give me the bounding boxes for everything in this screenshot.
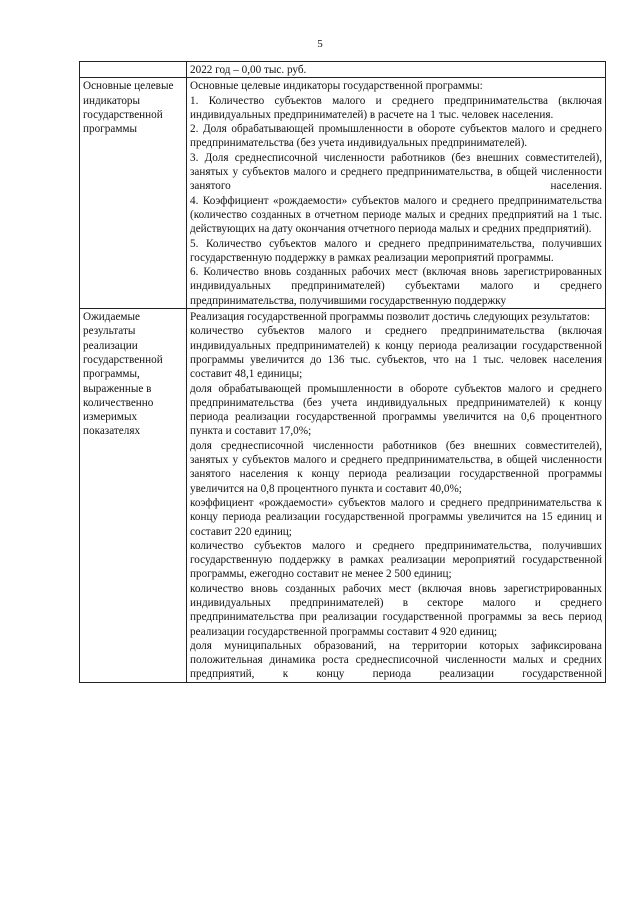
indicators-paragraph: 4. Коэффициент «рождаемости» субъектов малого и среднего предпринимательства (количество созданных в отчетном периоде малых и средних предприятий на 1 тыс. действующих на дату окончания отчетного периода малых и средних предприятий). xyxy=(190,194,602,236)
indicators-label: Основные целевые индикаторы государственной программы xyxy=(80,78,187,309)
results-paragraph: доля муниципальных образований, на территории которых зафиксирована положительная динамика роста среднесписочной численности малых и средних предприятий, к концу периода реализации государственной xyxy=(190,639,602,681)
table-row xyxy=(80,78,606,309)
results-paragraph: Реализация государственной программы позволит достичь следующих результатов: xyxy=(190,311,590,324)
results-label: Ожидаемые результаты реализации государственной программы, выраженные в количественно измеримых показателях xyxy=(80,309,187,683)
page-number: 5 xyxy=(317,38,323,50)
results-paragraph: количество вновь созданных рабочих мест (включая вновь зарегистрированных индивидуальных предпринимателей) в секторе малого и среднего предпринимательства при реализации государственной программы за весь период реализации государственной программы составит 4 920 единиц; xyxy=(190,582,602,638)
table-row xyxy=(80,309,606,683)
funding-text: 2022 год – 0,00 тыс. руб. xyxy=(190,64,307,76)
indicators-paragraph: 2. Доля обрабатывающей промышленности в обороте субъектов малого и среднего предпринимательства (без учета индивидуальных предпринимателей). xyxy=(190,123,602,150)
results-paragraph: доля среднесписочной численности работников (без внешних совместителей), занятых у субъектов малого и среднего предпринимательства, в общей численности занятого населения к концу периода реализации государственной программы увеличится на 0,8 процентного пункта и составит 40,0%; xyxy=(190,439,602,495)
table-row xyxy=(80,62,606,78)
results-paragraph: количество субъектов малого и среднего предпринимательства (включая индивидуальных предпринимателей) к концу периода реализации государственной программы увеличится до 136 тыс. субъектов, что на 1 тыс. человек населения составит 48,1 единицы; xyxy=(190,325,602,381)
indicators-paragraph: Основные целевые индикаторы государственной программы: xyxy=(190,80,483,93)
results-paragraph: доля обрабатывающей промышленности в обороте субъектов малого и среднего предпринимательства (без учета индивидуальных предпринимателей) к концу периода реализации государственной программы увеличится на 0,6 процентного пункта и составит 17,0%; xyxy=(190,382,602,438)
funding-cell xyxy=(187,62,606,78)
indicators-paragraph: 1. Количество субъектов малого и среднего предпринимательства (включая индивидуальных предпринимателей) в расчете на 1 тыс. человек населения. xyxy=(190,94,602,121)
indicators-paragraph: 3. Доля среднесписочной численности работников (без внешних совместителей), занятых у субъектов малого и среднего предпринимательства, в общей численности занятого населения. xyxy=(190,151,602,193)
results-paragraph: количество субъектов малого и среднего предпринимательства, получивших государственную поддержку в рамках реализации мероприятий государственной программы, ежегодно составит не менее 2 500 единиц; xyxy=(190,539,602,581)
results-paragraph: коэффициент «рождаемости» субъектов малого и среднего предпринимательства к концу периода реализации государственной программы увеличится на 15 единиц и составит 220 единиц; xyxy=(190,496,602,538)
program-passport-table xyxy=(79,61,606,683)
indicators-cell xyxy=(187,78,606,309)
results-cell xyxy=(187,309,606,683)
row-label-empty xyxy=(80,62,187,78)
indicators-paragraph: 5. Количество субъектов малого и среднего предпринимательства, получивших государственную поддержку в рамках реализации мероприятий программы. xyxy=(190,237,602,264)
indicators-paragraph: 6. Количество вновь созданных рабочих мест (включая вновь зарегистрированных индивидуальных предпринимателей) субъектами малого и среднего предпринимательства, получившими государственную поддержку xyxy=(190,266,602,307)
